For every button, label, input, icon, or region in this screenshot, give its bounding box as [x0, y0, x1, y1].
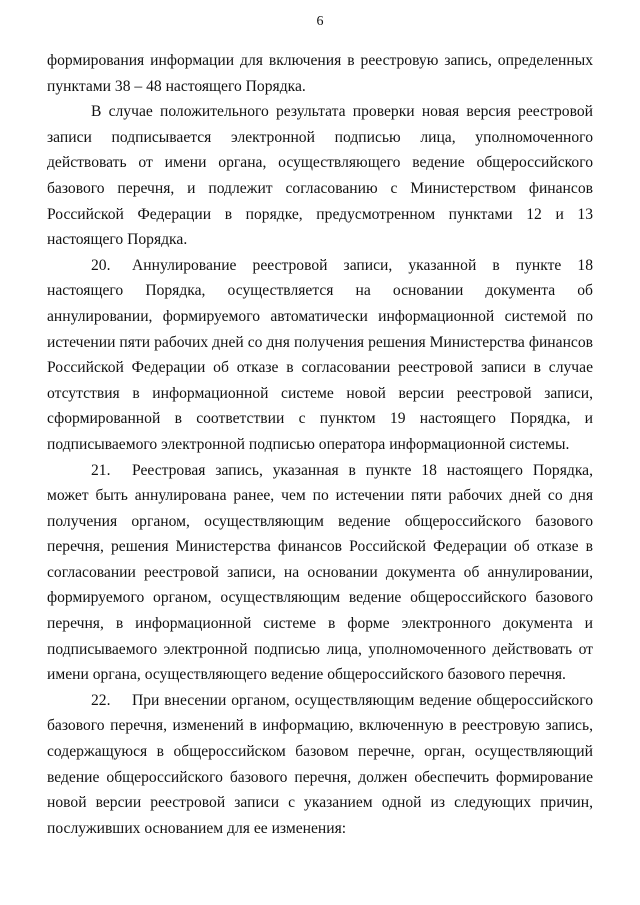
paragraph-text: В случае положительного результата проверки новая версия реестровой записи подписывается электронной подписью лица, уполномоченного действовать от имени органа, осуществляющего ведение общероссийского базового перечня, и подлежит согласованию с Министерством финансов Российской Федерации в порядке, предусмотренном пунктами 12 и 13 настоящего Порядка. — [47, 103, 593, 249]
paragraph-text: Реестровая запись, указанная в пункте 18 настоящего Порядка, может быть аннулирована ранее, чем по истечении пяти рабочих дней со дня получения органом, осуществляющим ведение общероссийского базового перечня, решения Министерства финансов Российской Федерации об отказе в согласовании реестровой записи, на основании документа об аннулировании, формируемого органом, осуществляющим ведение общероссийского базового перечня, в информационной системе в форме электронного документа и подписываемого электронной подписью лица, уполномоченного действовать от имени органа, осуществляющего ведение общероссийского базового перечня. — [47, 461, 593, 684]
paragraph-positive-check — [47, 99, 593, 253]
paragraph-number: 20. — [91, 256, 111, 274]
paragraph-20 — [47, 253, 593, 458]
paragraph-number: 22. — [91, 691, 111, 709]
paragraph-text: Аннулирование реестровой записи, указанной в пункте 18 настоящего Порядка, осуществляется на основании документа об аннулировании, формируемого автоматически информационной системой по истечении пяти рабочих дней со дня получения решения Министерства финансов Российской Федерации об отказе в согласовании реестровой записи в случае отсутствия в информационной системе новой версии реестровой записи, сформированной в соответствии с пунктом 19 настоящего Порядка, и подписываемого электронной подписью оператора информационной системы. — [47, 256, 593, 453]
paragraph-text: При внесении органом, осуществляющим ведение общероссийского базового перечня, изменений в информацию, включенную в реестровую запись, содержащуюся в общероссийском базовом перечне, орган, осуществляющий ведение общероссийского базового перечня, должен обеспечить формирование новой версии реестровой записи с указанием одной из следующих причин, послуживших основанием для ее изменения: — [47, 691, 593, 837]
paragraph-21 — [47, 458, 593, 688]
paragraph-number: 21. — [91, 461, 111, 479]
paragraph-22 — [47, 688, 593, 842]
paragraph-continuation — [47, 48, 593, 99]
page-number: 6 — [316, 14, 324, 29]
document-body — [47, 48, 593, 841]
paragraph-text: формирования информации для включения в реестровую запись, определенных пунктами 38 – 48 настоящего Порядка. — [47, 52, 593, 95]
